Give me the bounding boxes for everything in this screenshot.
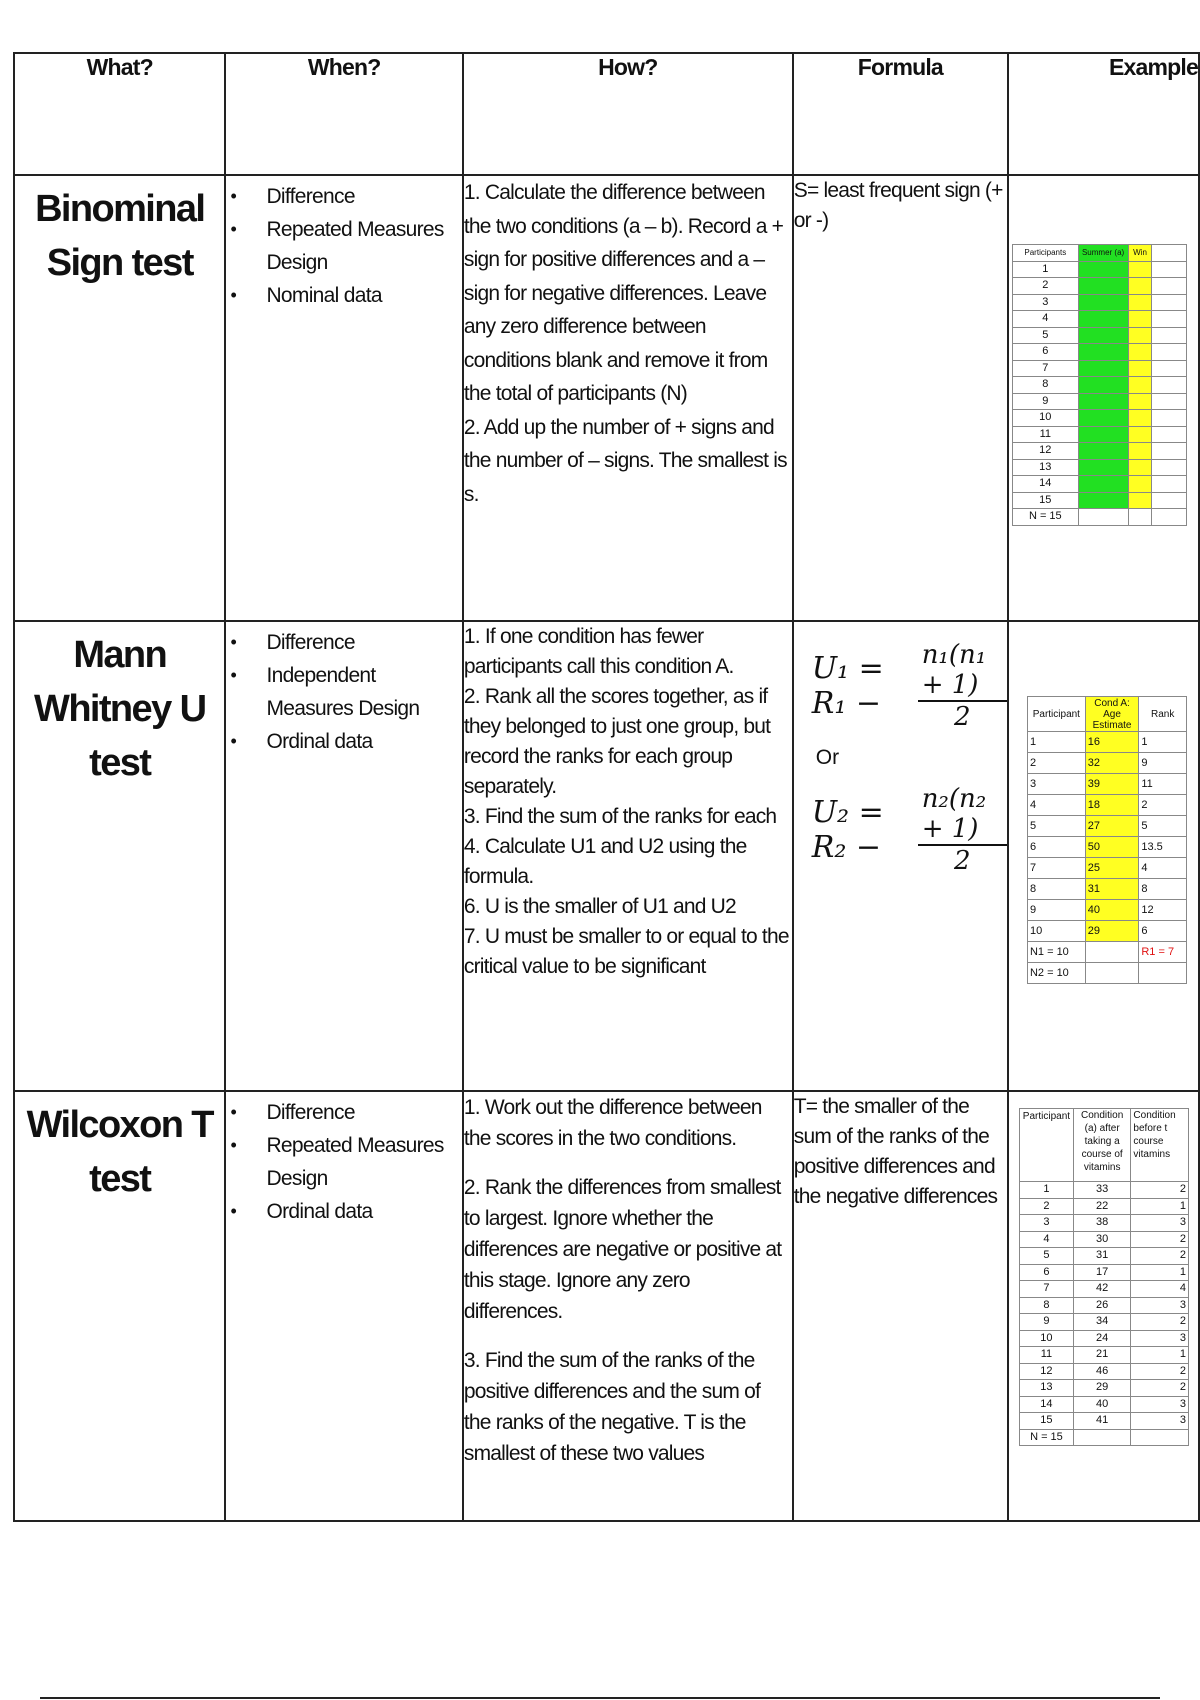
rank-value: 9 xyxy=(1139,753,1187,774)
table-row xyxy=(1019,1264,1188,1281)
table-cell xyxy=(1128,459,1152,476)
table-cell xyxy=(1078,278,1128,295)
how-cell xyxy=(463,1091,793,1521)
table-cell xyxy=(1128,278,1152,295)
participant-number: 9 xyxy=(1027,900,1085,921)
table-header-row xyxy=(1019,1109,1188,1182)
score-after: 34 xyxy=(1073,1314,1131,1331)
table-row xyxy=(1012,311,1186,328)
score-after: 46 xyxy=(1073,1363,1131,1380)
table-cell xyxy=(1078,443,1128,460)
score-after: 29 xyxy=(1073,1380,1131,1397)
r1-sum: R1 = 7 xyxy=(1139,942,1187,963)
rank-value: 5 xyxy=(1139,816,1187,837)
table-cell xyxy=(1078,327,1128,344)
u-formula xyxy=(794,622,1007,876)
participant-number: 8 xyxy=(1012,377,1078,394)
table-cell xyxy=(1152,443,1187,460)
table-cell xyxy=(1152,311,1187,328)
participant-number: 9 xyxy=(1012,393,1078,410)
participant-number: 10 xyxy=(1012,410,1078,427)
table-cell xyxy=(1128,311,1152,328)
row-sign-test xyxy=(14,175,1199,621)
table-cell xyxy=(1152,294,1187,311)
age-estimate: 16 xyxy=(1085,732,1139,753)
header-formula: Formula xyxy=(793,53,1008,175)
participant-number: 3 xyxy=(1012,294,1078,311)
header-row xyxy=(14,53,1199,175)
when-item: • Ordinal data xyxy=(266,725,461,758)
table-row xyxy=(1019,1396,1188,1413)
table-row xyxy=(1012,393,1186,410)
score-after: 21 xyxy=(1073,1347,1131,1364)
u2-equation xyxy=(811,784,1007,876)
table-cell xyxy=(1128,509,1152,526)
table-cell xyxy=(1152,459,1187,476)
table-row xyxy=(1027,774,1186,795)
sample-size: N = 15 xyxy=(1019,1429,1073,1446)
column-header: Summer (a) xyxy=(1078,245,1128,262)
participant-number: 14 xyxy=(1012,476,1078,493)
table-cell xyxy=(1128,294,1152,311)
score-after: 24 xyxy=(1073,1330,1131,1347)
how-cell xyxy=(463,175,793,621)
participant-number: 15 xyxy=(1019,1413,1073,1430)
participant-number: 5 xyxy=(1027,816,1085,837)
table-cell xyxy=(1078,492,1128,509)
score-after: 17 xyxy=(1073,1264,1131,1281)
table-cell xyxy=(1078,509,1128,526)
table-cell xyxy=(1152,476,1187,493)
example-cell xyxy=(1008,1091,1199,1521)
table-cell xyxy=(1152,261,1187,278)
participant-number: 11 xyxy=(1012,426,1078,443)
how-step: 2. Rank the differences from smallest to largest. Ignore whether the differences are negative or positive at this stage. Ignore any zero differences. xyxy=(463,1176,782,1323)
how-step: 2. Rank all the scores together, as if they belonged to just one group, but record the ranks for each group separately. xyxy=(463,685,771,798)
table-cell xyxy=(1128,492,1152,509)
table-row xyxy=(1012,410,1186,427)
participant-number: 2 xyxy=(1027,753,1085,774)
table-cell xyxy=(1078,393,1128,410)
rank-value: 1 xyxy=(1139,732,1187,753)
table-cell xyxy=(1078,344,1128,361)
u1-equation xyxy=(811,640,1007,732)
age-estimate: 31 xyxy=(1085,879,1139,900)
table-cell xyxy=(1078,476,1128,493)
how-step: 1. Calculate the difference between the two conditions (a – b). Record a + sign for positive differences and a – sign for negative differences. Leave any zero difference between conditions blank and remove it from the total of participants (N) xyxy=(463,181,784,405)
formula-cell: S= least frequent sign (+ or -) xyxy=(793,175,1008,621)
score-after: 40 xyxy=(1073,1396,1131,1413)
table-cell xyxy=(1128,443,1152,460)
table-row xyxy=(1027,753,1186,774)
u1-denominator: 2 xyxy=(954,702,971,732)
table-row xyxy=(1027,795,1186,816)
participant-number: 13 xyxy=(1019,1380,1073,1397)
table-cell xyxy=(1152,393,1187,410)
table-row xyxy=(1019,1198,1188,1215)
participant-number: 4 xyxy=(1019,1231,1073,1248)
score-after: 30 xyxy=(1073,1231,1131,1248)
when-item: • Difference xyxy=(266,1096,461,1129)
table-cell xyxy=(1078,426,1128,443)
participant-number: 13 xyxy=(1012,459,1078,476)
table-row xyxy=(1019,1314,1188,1331)
formula-cell: T= the smaller of the sum of the ranks of the positive differences and the negative differences xyxy=(793,1091,1008,1521)
table-row xyxy=(1019,1330,1188,1347)
participant-number: 7 xyxy=(1027,858,1085,879)
participant-number: 8 xyxy=(1027,879,1085,900)
table-cell xyxy=(1152,509,1187,526)
participant-number: 3 xyxy=(1019,1215,1073,1232)
table-row xyxy=(1027,816,1186,837)
score-before: 3 xyxy=(1131,1297,1189,1314)
rank-value: 12 xyxy=(1139,900,1187,921)
table-row xyxy=(1027,732,1186,753)
participant-number: 14 xyxy=(1019,1396,1073,1413)
table-cell xyxy=(1128,261,1152,278)
column-header: Cond A: Age Estimate xyxy=(1085,697,1139,732)
header-when: When? xyxy=(225,53,462,175)
table-row xyxy=(1012,344,1186,361)
participant-number: 3 xyxy=(1027,774,1085,795)
participant-number: 9 xyxy=(1019,1314,1073,1331)
table-cell xyxy=(1078,294,1128,311)
column-header: Condition before t course vitamins xyxy=(1131,1109,1189,1182)
score-before: 1 xyxy=(1131,1347,1189,1364)
when-item: • Difference xyxy=(266,626,461,659)
score-before: 3 xyxy=(1131,1413,1189,1430)
participant-number: 2 xyxy=(1012,278,1078,295)
how-step: 2. Add up the number of + signs and the number of – signs. The smallest is s. xyxy=(463,415,787,506)
table-row xyxy=(1019,1347,1188,1364)
participant-number: 6 xyxy=(1027,837,1085,858)
table-row xyxy=(1027,900,1186,921)
score-after: 38 xyxy=(1073,1215,1131,1232)
rank-value: 8 xyxy=(1139,879,1187,900)
table-cell xyxy=(1078,360,1128,377)
table-cell xyxy=(1078,377,1128,394)
table-cell xyxy=(1131,1429,1189,1446)
participant-number: 1 xyxy=(1019,1182,1073,1199)
u2-denominator: 2 xyxy=(954,846,971,876)
participant-number: 4 xyxy=(1027,795,1085,816)
when-item: • Independent Measures Design xyxy=(266,659,461,725)
n1-label: N1 = 10 xyxy=(1027,942,1085,963)
table-cell xyxy=(1128,344,1152,361)
participant-number: 1 xyxy=(1012,261,1078,278)
table-cell xyxy=(1139,963,1187,984)
table-cell xyxy=(1128,426,1152,443)
table-row xyxy=(1012,459,1186,476)
score-after: 31 xyxy=(1073,1248,1131,1265)
score-before: 3 xyxy=(1131,1396,1189,1413)
score-after: 41 xyxy=(1073,1413,1131,1430)
rank-value: 6 xyxy=(1139,921,1187,942)
score-before: 2 xyxy=(1131,1231,1189,1248)
column-header: Participant xyxy=(1019,1109,1073,1182)
table-cell xyxy=(1128,410,1152,427)
table-cell xyxy=(1073,1429,1131,1446)
participant-number: 7 xyxy=(1019,1281,1073,1298)
participant-number: 6 xyxy=(1012,344,1078,361)
age-estimate: 32 xyxy=(1085,753,1139,774)
table-cell xyxy=(1078,410,1128,427)
table-cell xyxy=(1152,492,1187,509)
table-cell xyxy=(1152,327,1187,344)
u2-lhs: U₂ = R₂ − xyxy=(811,795,884,865)
table-row xyxy=(1019,1215,1188,1232)
table-row xyxy=(1012,261,1186,278)
when-list xyxy=(226,626,461,758)
when-list xyxy=(226,1096,461,1228)
table-cell xyxy=(1078,459,1128,476)
table-row xyxy=(1019,1413,1188,1430)
table-cell xyxy=(1128,327,1152,344)
column-header: Participant xyxy=(1027,697,1085,732)
sample-size: N = 15 xyxy=(1012,509,1078,526)
u2-numerator: n₂(n₂ + 1) xyxy=(918,784,1007,846)
score-before: 1 xyxy=(1131,1264,1189,1281)
row-wilcoxon xyxy=(14,1091,1199,1521)
participant-number: 11 xyxy=(1019,1347,1073,1364)
rank-value: 13.5 xyxy=(1139,837,1187,858)
when-list xyxy=(226,180,461,312)
table-footer-row xyxy=(1019,1429,1188,1446)
participant-number: 15 xyxy=(1012,492,1078,509)
when-item: • Difference xyxy=(266,180,461,213)
participant-number: 5 xyxy=(1019,1248,1073,1265)
rank-value: 4 xyxy=(1139,858,1187,879)
participant-number: 2 xyxy=(1019,1198,1073,1215)
table-cell xyxy=(1152,360,1187,377)
table-row xyxy=(1019,1182,1188,1199)
test-name: Wilcoxon T test xyxy=(26,1104,213,1200)
footer-rule xyxy=(40,1697,1160,1699)
how-cell xyxy=(463,621,793,1091)
table-row xyxy=(1019,1281,1188,1298)
participant-number: 7 xyxy=(1012,360,1078,377)
table-cell xyxy=(1085,942,1139,963)
example-mann-table xyxy=(1027,696,1187,984)
table-row xyxy=(1012,327,1186,344)
or-label: Or xyxy=(815,746,840,769)
score-after: 33 xyxy=(1073,1182,1131,1199)
column-header: Condition (a) after taking a course of vitamins xyxy=(1073,1109,1131,1182)
example-sign-table xyxy=(1012,244,1187,526)
age-estimate: 39 xyxy=(1085,774,1139,795)
table-footer-row xyxy=(1012,509,1186,526)
table-cell xyxy=(1152,278,1187,295)
score-before: 2 xyxy=(1131,1248,1189,1265)
score-after: 22 xyxy=(1073,1198,1131,1215)
age-estimate: 25 xyxy=(1085,858,1139,879)
table-row xyxy=(1012,443,1186,460)
when-item: • Nominal data xyxy=(266,279,461,312)
score-before: 3 xyxy=(1131,1330,1189,1347)
score-before: 3 xyxy=(1131,1215,1189,1232)
participant-number: 4 xyxy=(1012,311,1078,328)
table-cell xyxy=(1128,393,1152,410)
table-row xyxy=(1027,837,1186,858)
participant-number: 5 xyxy=(1012,327,1078,344)
table-row xyxy=(1019,1380,1188,1397)
table-header-row xyxy=(1012,245,1186,262)
column-header: Participants xyxy=(1012,245,1078,262)
score-after: 26 xyxy=(1073,1297,1131,1314)
how-step: 4. Calculate U1 and U2 using the formula. xyxy=(463,835,747,888)
when-item: • Repeated Measures Design xyxy=(266,1129,461,1195)
rank-value: 11 xyxy=(1139,774,1187,795)
age-estimate: 27 xyxy=(1085,816,1139,837)
age-estimate: 18 xyxy=(1085,795,1139,816)
table-cell xyxy=(1085,963,1139,984)
table-row xyxy=(1019,1363,1188,1380)
test-name: Binominal Sign test xyxy=(35,188,205,284)
score-before: 4 xyxy=(1131,1281,1189,1298)
table-cell xyxy=(1152,245,1187,262)
n2-label: N2 = 10 xyxy=(1027,963,1085,984)
table-cell xyxy=(1152,410,1187,427)
how-step: 1. Work out the difference between the scores in the two conditions. xyxy=(463,1096,762,1150)
table-row xyxy=(1012,278,1186,295)
table-row xyxy=(1012,492,1186,509)
age-estimate: 40 xyxy=(1085,900,1139,921)
header-how: How? xyxy=(463,53,793,175)
score-after: 42 xyxy=(1073,1281,1131,1298)
formula-cell xyxy=(793,621,1008,1091)
how-step: 3. Find the sum of the ranks for each xyxy=(463,805,777,828)
example-wilcoxon-table xyxy=(1019,1108,1189,1446)
table-footer-row xyxy=(1027,942,1186,963)
participant-number: 10 xyxy=(1027,921,1085,942)
table-cell xyxy=(1152,426,1187,443)
score-before: 2 xyxy=(1131,1314,1189,1331)
column-header: Rank xyxy=(1139,697,1187,732)
participant-number: 10 xyxy=(1019,1330,1073,1347)
table-footer-row xyxy=(1027,963,1186,984)
how-step: 6. U is the smaller of U1 and U2 xyxy=(463,895,736,918)
stats-tests-table xyxy=(13,52,1200,1522)
column-header: Win xyxy=(1128,245,1152,262)
u1-numerator: n₁(n₁ + 1) xyxy=(918,640,1007,702)
age-estimate: 29 xyxy=(1085,921,1139,942)
header-example: Example xyxy=(1008,53,1199,175)
table-row xyxy=(1027,858,1186,879)
example-cell xyxy=(1008,175,1199,621)
how-step: 7. U must be smaller to or equal to the critical value to be significant xyxy=(463,925,789,978)
score-before: 2 xyxy=(1131,1380,1189,1397)
header-what: What? xyxy=(14,53,225,175)
how-step: 1. If one condition has fewer participants call this condition A. xyxy=(463,625,734,678)
test-name: Mann Whitney U test xyxy=(34,634,206,784)
example-cell xyxy=(1008,621,1199,1091)
participant-number: 1 xyxy=(1027,732,1085,753)
table-row xyxy=(1019,1248,1188,1265)
table-cell xyxy=(1152,344,1187,361)
score-before: 2 xyxy=(1131,1363,1189,1380)
table-row xyxy=(1019,1231,1188,1248)
table-cell xyxy=(1152,377,1187,394)
table-row xyxy=(1027,921,1186,942)
table-cell xyxy=(1078,261,1128,278)
table-header-row xyxy=(1027,697,1186,732)
how-step: 3. Find the sum of the ranks of the positive differences and the sum of the ranks of the negative. T is the smallest of these two values xyxy=(463,1349,761,1465)
score-before: 2 xyxy=(1131,1182,1189,1199)
table-cell xyxy=(1128,476,1152,493)
age-estimate: 50 xyxy=(1085,837,1139,858)
table-row xyxy=(1012,294,1186,311)
table-row xyxy=(1012,426,1186,443)
rank-value: 2 xyxy=(1139,795,1187,816)
table-cell xyxy=(1078,311,1128,328)
participant-number: 12 xyxy=(1019,1363,1073,1380)
participant-number: 8 xyxy=(1019,1297,1073,1314)
table-row xyxy=(1019,1297,1188,1314)
row-mann-whitney xyxy=(14,621,1199,1091)
when-item: • Repeated Measures Design xyxy=(266,213,461,279)
when-item: • Ordinal data xyxy=(266,1195,461,1228)
u1-lhs: U₁ = R₁ − xyxy=(811,651,884,721)
table-row xyxy=(1012,377,1186,394)
table-row xyxy=(1027,879,1186,900)
score-before: 1 xyxy=(1131,1198,1189,1215)
participant-number: 6 xyxy=(1019,1264,1073,1281)
table-row xyxy=(1012,360,1186,377)
table-cell xyxy=(1128,360,1152,377)
table-cell xyxy=(1128,377,1152,394)
participant-number: 12 xyxy=(1012,443,1078,460)
table-row xyxy=(1012,476,1186,493)
